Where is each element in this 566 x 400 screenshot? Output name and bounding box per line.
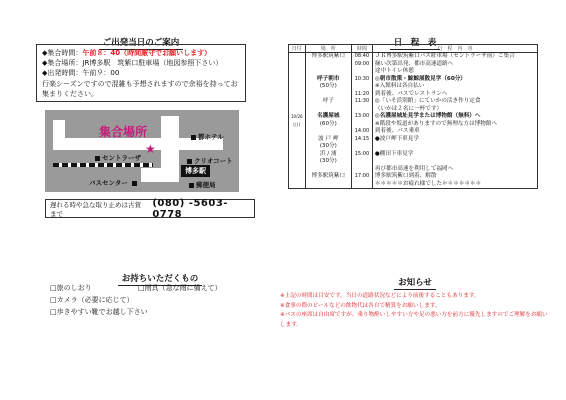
schedule-time bbox=[352, 68, 373, 76]
schedule-place: (30分) bbox=[305, 158, 351, 166]
schedule-row bbox=[289, 128, 538, 136]
schedule-time: 09:00 bbox=[352, 61, 373, 69]
schedule-time bbox=[352, 181, 373, 189]
schedule-place: 博多駅筑紫口 bbox=[305, 53, 351, 61]
notice-line: ※バスの座席は自由席ですが、乗り物酔いしやすい方や足の悪い方を前方に優先しますのでご理解をお願いします。 bbox=[280, 312, 548, 328]
schedule-place bbox=[305, 166, 351, 174]
schedule-desc bbox=[372, 143, 537, 151]
schedule-time: 11:30 bbox=[352, 98, 373, 106]
schedule-desc: ◎名護屋城址見学または博物館（無料）へ bbox=[374, 113, 481, 119]
guide-line-2: ◆集合場所：JR博多駅 筑紫口駐車場（地図参照下さい） bbox=[42, 59, 223, 68]
schedule-place: 博多駅筑紫口 bbox=[305, 173, 351, 181]
map-clio: クリオコート bbox=[187, 156, 233, 165]
schedule-time: 10:30 bbox=[352, 76, 373, 84]
schedule-desc: 到着後、バス乗車 bbox=[374, 128, 420, 134]
schedule-day: 10/26 (日) bbox=[289, 53, 306, 189]
map-road-lower bbox=[141, 168, 163, 182]
contact-text: 遅れる時や急な取り止めは古賀まで bbox=[50, 200, 141, 218]
notice-line: ※食事の際のビールなどの飲物代は各自で精算をお願いします。 bbox=[280, 302, 441, 309]
schedule-desc: 途中トイレ休憩 bbox=[374, 68, 414, 74]
schedule-desc: 揃い次第出発、都市高速道路へ bbox=[374, 60, 454, 67]
schedule-desc: 再び都市高速を利用して福岡へ bbox=[374, 165, 454, 172]
belongings-list bbox=[50, 282, 270, 318]
map-post-office: 郵便局 bbox=[189, 180, 216, 189]
header-place: 場 所 bbox=[305, 45, 351, 53]
schedule-row bbox=[289, 106, 538, 114]
contact-phone: (080) -5603-0778 bbox=[152, 197, 228, 220]
notice-list bbox=[280, 292, 550, 330]
schedule-time bbox=[352, 166, 373, 174]
schedule-row bbox=[289, 143, 538, 151]
schedule-row bbox=[289, 98, 538, 106]
contact-box bbox=[45, 199, 255, 218]
schedule-row bbox=[289, 61, 538, 69]
schedule-row bbox=[289, 158, 538, 166]
schedule-place: 呼子朝市 bbox=[305, 76, 351, 84]
schedule-row bbox=[289, 76, 538, 84]
schedule-time: 08:40 bbox=[352, 53, 373, 61]
guide-info-box bbox=[36, 44, 246, 102]
schedule-place bbox=[305, 128, 351, 136]
header-desc: 行 程 内 容 bbox=[372, 45, 537, 53]
schedule-time: 14:00 bbox=[352, 128, 373, 136]
schedule-row bbox=[289, 136, 538, 144]
schedule-place: (30分) bbox=[305, 143, 351, 151]
schedule-desc: ●棚田下車見学 bbox=[374, 150, 414, 157]
schedule-time: 14:15 bbox=[352, 136, 373, 144]
meeting-star-icon: ★ bbox=[145, 142, 156, 156]
belongings-title: お持ちいただくもの bbox=[60, 266, 260, 286]
schedule-place: (60分) bbox=[305, 121, 351, 129]
schedule-desc: ＪＲ博多駅筑紫口バス駐車場（セントラーザ前）ご集合 bbox=[374, 53, 515, 59]
schedule-place: (50分) bbox=[305, 83, 351, 91]
map-road-left bbox=[53, 120, 65, 150]
schedule-desc: ※階段や坂道がありますので無理な方は博物館へ bbox=[374, 120, 498, 127]
notice-title: お知らせ bbox=[330, 270, 500, 290]
schedule-time: 15:00 bbox=[352, 151, 373, 159]
schedule-desc: ※入館料は各自払い bbox=[374, 83, 425, 89]
map-hotel: 都ホテル bbox=[191, 132, 224, 141]
schedule-time bbox=[352, 106, 373, 114]
schedule-place: 呼子 bbox=[305, 98, 351, 106]
schedule-place: 波 戸 岬 bbox=[305, 136, 351, 144]
header-date: 日付 bbox=[289, 45, 306, 53]
schedule-place bbox=[305, 181, 351, 189]
schedule-time: 13:00 bbox=[352, 113, 373, 121]
schedule-time: 17:00 bbox=[352, 173, 373, 181]
guide-line-1: ◆集合時間：午前８：40（時間厳守でお願いします） bbox=[42, 49, 212, 57]
schedule-row bbox=[289, 83, 538, 91]
schedule-desc: ◎「いそ浜別館」にていかの活き作り定食 bbox=[374, 98, 481, 104]
guide-title: ご出発当日のご案内 bbox=[36, 30, 246, 50]
schedule-desc: ＊＊＊＊＊お疲れ様でした＊＊＊＊＊＊＊ bbox=[374, 180, 482, 187]
schedule-row bbox=[289, 151, 538, 159]
belongings-row: □カメラ（必要に応じて） bbox=[50, 296, 134, 304]
schedule-row bbox=[289, 121, 538, 129]
meeting-place-label: 集合場所 bbox=[99, 125, 148, 139]
schedule-row bbox=[289, 181, 538, 189]
belongings-row: □旅のしおり □雨具（急な雨に備えて） bbox=[50, 284, 222, 292]
schedule-row bbox=[289, 173, 538, 181]
schedule-time bbox=[352, 83, 373, 91]
schedule-desc bbox=[372, 158, 537, 166]
map-bus-center: バスセンター bbox=[89, 178, 139, 187]
schedule-place bbox=[305, 61, 351, 69]
schedule-desc: （いかは２名に一杯です） bbox=[374, 105, 443, 112]
schedule-table bbox=[288, 44, 538, 189]
schedule-desc: 到着後、バスでレストランへ bbox=[374, 90, 448, 97]
schedule-header-row bbox=[289, 45, 538, 53]
belongings-row: □歩きやすい靴でお越し下さい bbox=[50, 308, 148, 316]
schedule-time bbox=[352, 121, 373, 129]
schedule-time: 11:20 bbox=[352, 91, 373, 99]
schedule-desc: ●波戸岬下車見学 bbox=[374, 135, 419, 142]
map-railway bbox=[53, 163, 153, 167]
schedule-time bbox=[352, 158, 373, 166]
guide-line-3: ◆出発時間：午前９：00 bbox=[42, 69, 120, 78]
map-road-vertical bbox=[161, 116, 179, 182]
area-map bbox=[45, 110, 239, 192]
guide-line-4: 行楽シーズンですので混雑も予想されますので余裕を持ってお集まりください。 bbox=[42, 79, 238, 98]
schedule-desc: ◎朝市散策・鯨鯨展散見学（60分） bbox=[374, 75, 466, 82]
schedule-place bbox=[305, 106, 351, 114]
schedule-place: 浜 / 浦 bbox=[305, 151, 351, 159]
map-station: 博多駅 bbox=[181, 165, 210, 177]
header-time: 時間 bbox=[352, 45, 373, 53]
schedule-row bbox=[289, 68, 538, 76]
schedule-row bbox=[289, 166, 538, 174]
schedule-place bbox=[305, 68, 351, 76]
schedule-title: 日 程 表 bbox=[320, 30, 510, 50]
schedule-row bbox=[289, 113, 538, 121]
schedule-place: 名護屋城 bbox=[305, 113, 351, 121]
schedule-row bbox=[289, 91, 538, 99]
map-centrasa: セントラーザ bbox=[95, 153, 141, 162]
notice-line: ※上記の時間は目安です。当日の道路状況などにより前後することもあります。 bbox=[280, 293, 480, 299]
schedule-time bbox=[352, 143, 373, 151]
schedule-place bbox=[305, 91, 351, 99]
schedule-row bbox=[289, 53, 538, 61]
schedule-desc: 博多駅筑紫口到着、解散 bbox=[374, 173, 437, 179]
